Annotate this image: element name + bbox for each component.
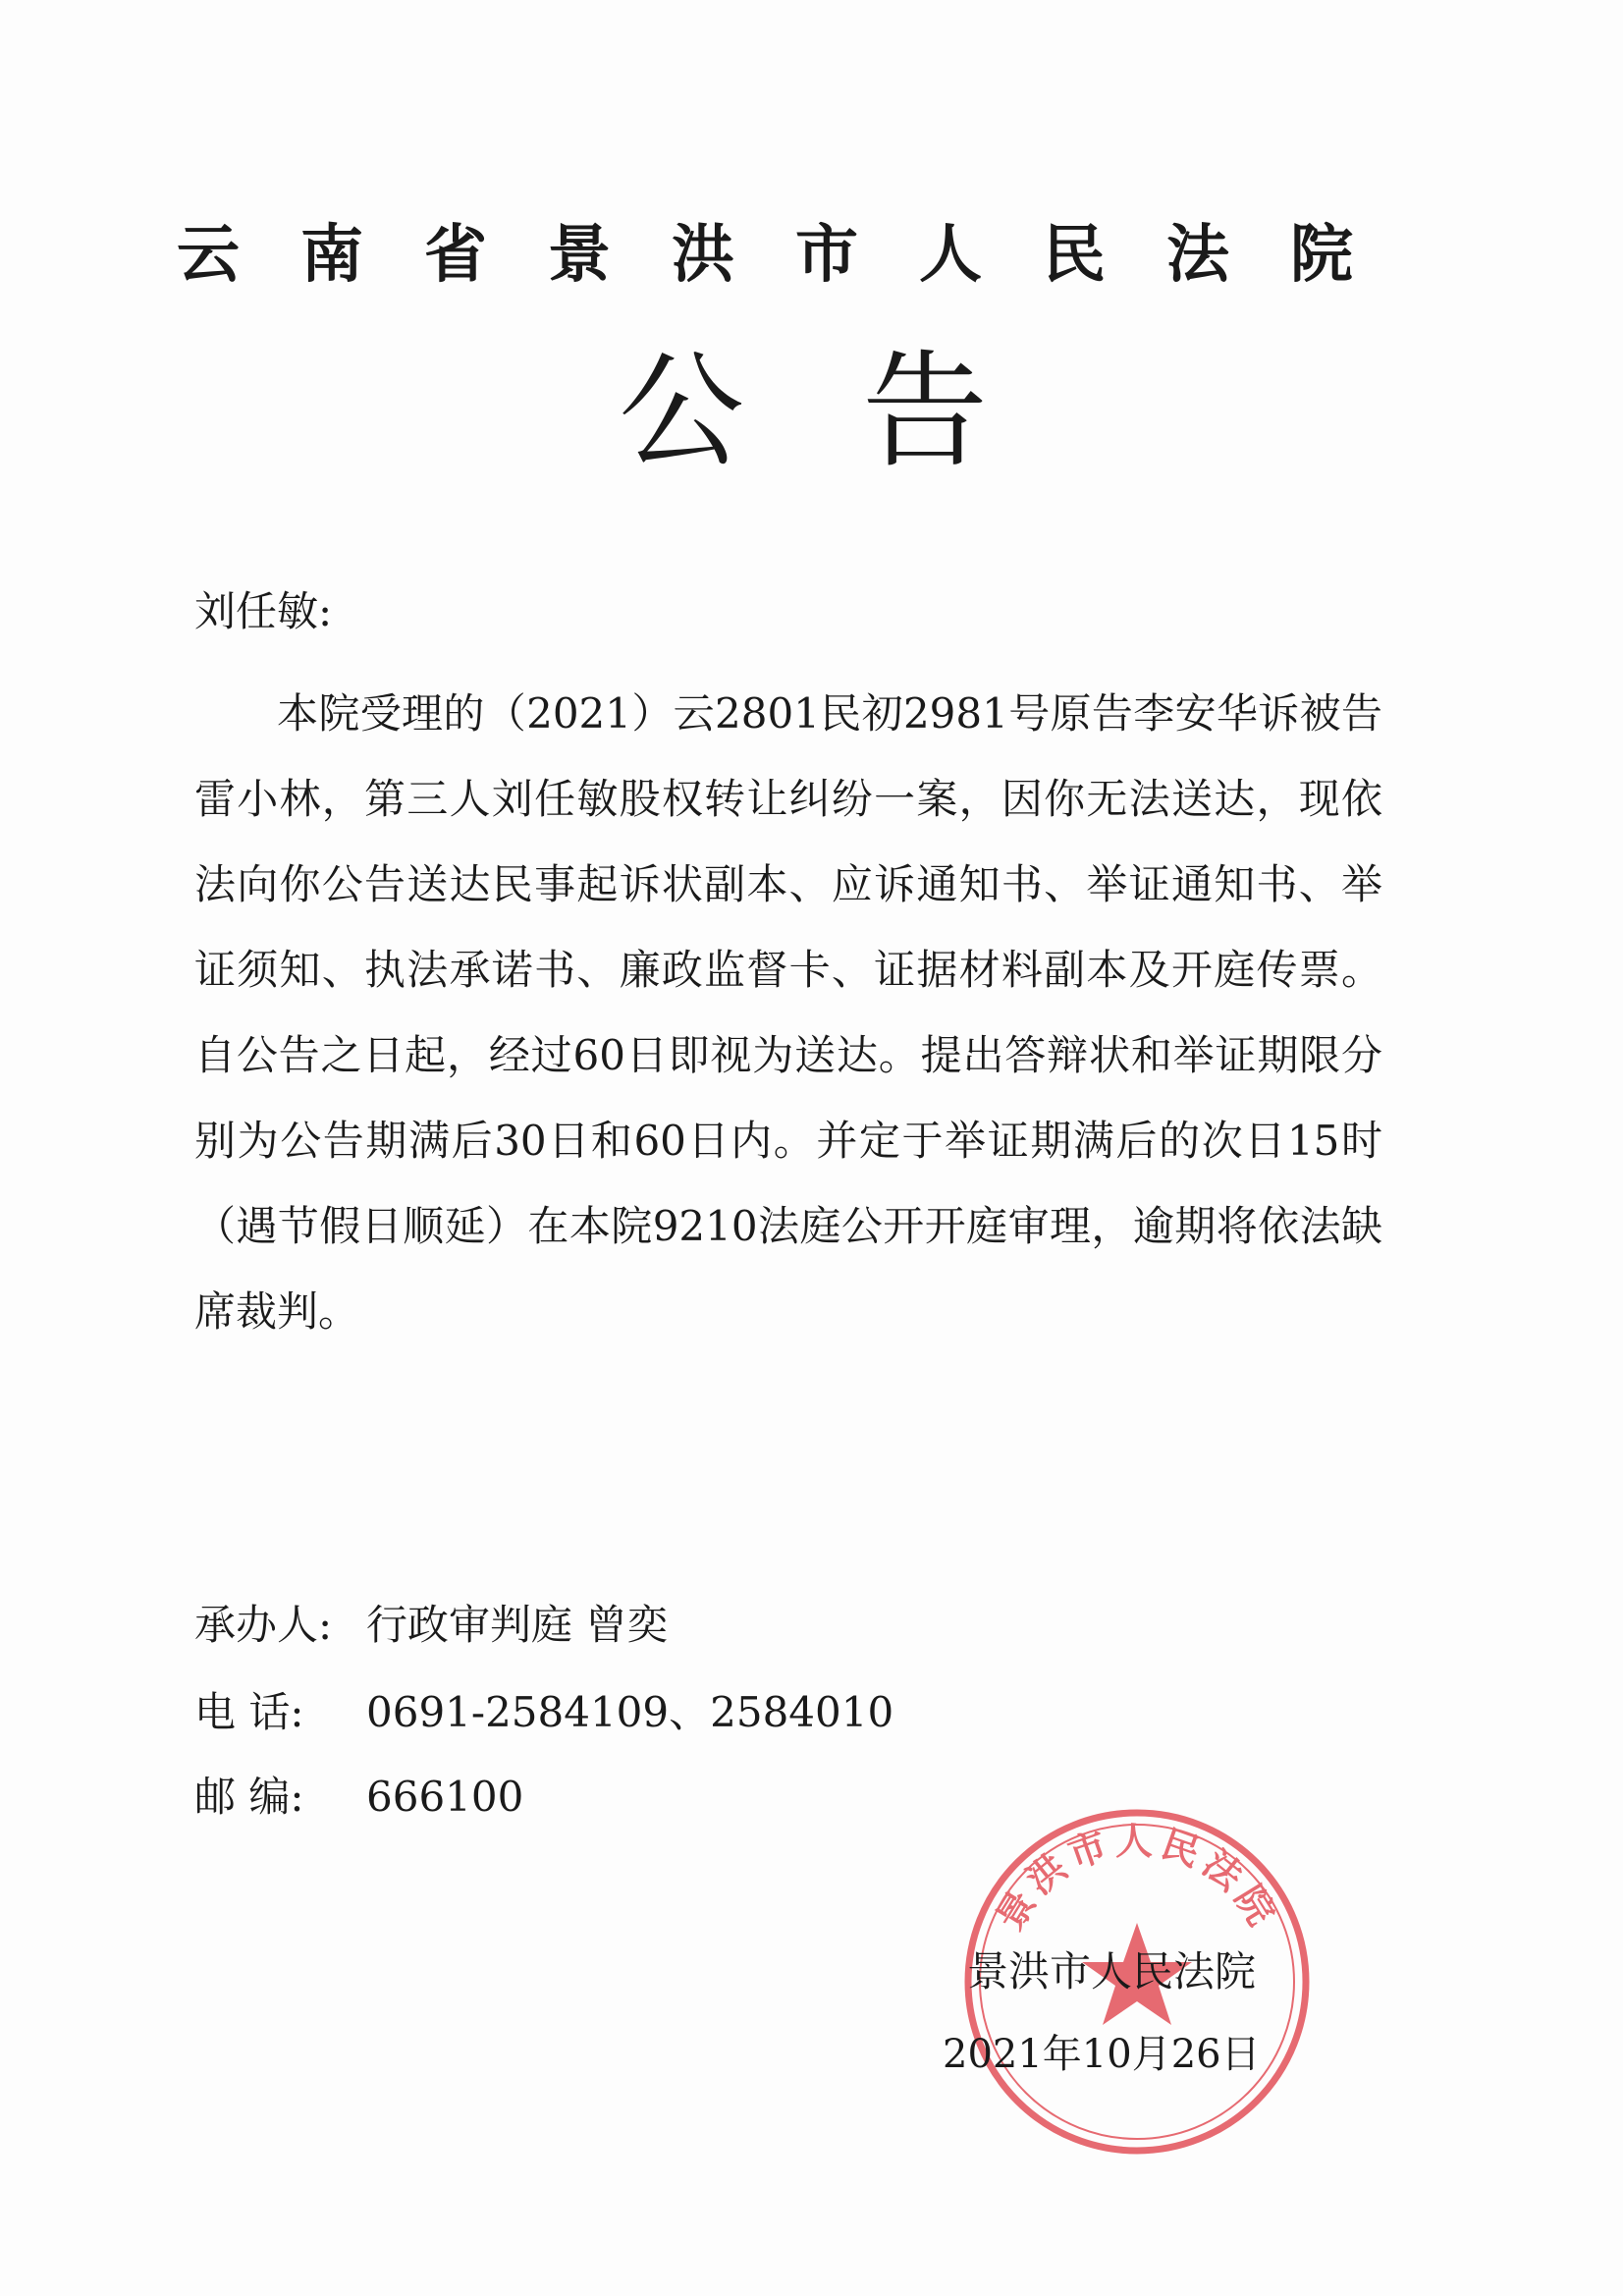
svg-text:景洪市人民法院: 景洪市人民法院: [987, 1819, 1287, 1938]
document-title: 公告: [619, 339, 1107, 485]
notice-body: 本院受理的（2021）云2801民初2981号原告李安华诉被告雷小林，第三人刘任敏股权转让纠纷一案，因你无法送达，现依法向你公告送达民事起诉状副本、应诉通知书、举证通知书、举证须知、执法承诺书、廉政监督卡、证据材料副本及开庭传票。自公告之日起，经过60日即视为送达。提出答辩状和举证期限分别为公告期满后30日和60日内。并定于举证期满后的次日15时（遇节假日顺延）在本院9210法庭公开开庭审理，逾期将依法缺席裁判。: [194, 689, 1382, 1336]
court-name-heading: 云南省景洪市人民法院: [177, 218, 1414, 292]
addressee: 刘任敏:: [194, 587, 333, 635]
phone-label: 电 话:: [194, 1688, 304, 1736]
handler-value: 行政审判庭 曾奕: [366, 1601, 669, 1649]
postcode-value: 666100: [366, 1773, 524, 1821]
signature-court: 景洪市人民法院: [967, 1947, 1257, 1995]
phone-value: 0691-2584109、2584010: [366, 1688, 894, 1736]
handler-row: [194, 1596, 668, 1655]
postcode-row: [194, 1768, 523, 1827]
phone-row: [194, 1683, 893, 1742]
handler-label: 承办人:: [194, 1601, 333, 1649]
signature-date: 2021年10月26日: [943, 2032, 1261, 2077]
postcode-label: 邮 编:: [194, 1773, 304, 1821]
